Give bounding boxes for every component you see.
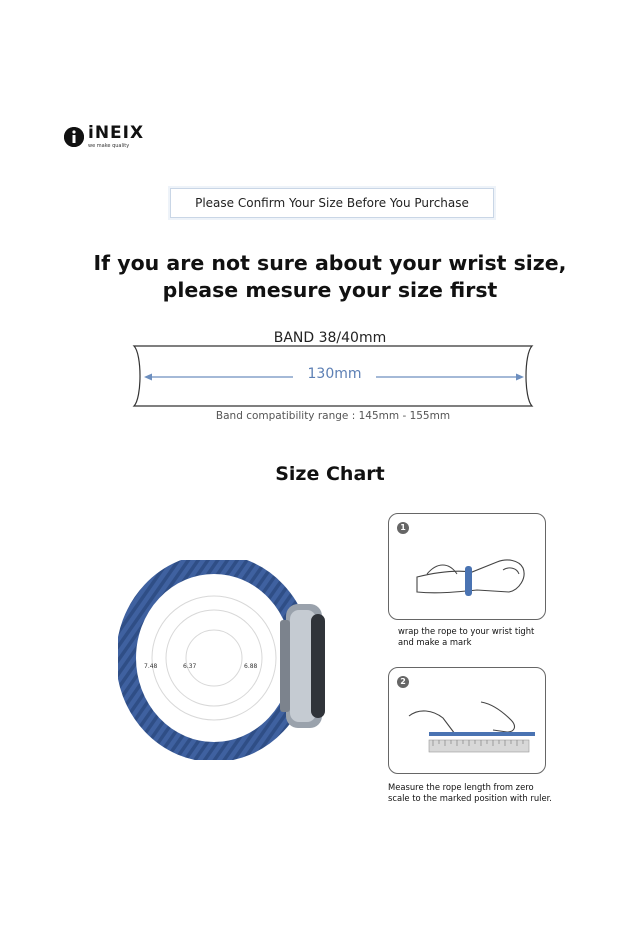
step-1-caption xyxy=(398,626,598,648)
watch-band-illustration xyxy=(118,560,333,760)
brand-name: iNEIX xyxy=(88,123,145,143)
step-2-caption xyxy=(388,782,618,804)
dial-value-2: 6.37 xyxy=(183,663,197,670)
brand-logo xyxy=(64,125,174,155)
step-1-card xyxy=(388,513,546,620)
band-size-label: BAND 38/40mm xyxy=(273,330,387,346)
step-2-card xyxy=(388,667,546,774)
wrist-wrap-icon xyxy=(407,532,537,612)
step-1-line-2: and make a mark xyxy=(398,637,472,647)
dial-value-3: 6.88 xyxy=(244,663,258,670)
band-diagram xyxy=(128,344,538,408)
band-length: 130mm xyxy=(307,366,362,382)
brand-tagline: we make quality xyxy=(88,143,130,149)
step-2-line-2: scale to the marked position with ruler. xyxy=(388,793,552,803)
band-compat-range: Band compatibility range : 145mm - 155mm xyxy=(215,410,451,422)
confirm-size-text: Please Confirm Your Size Before You Purchase xyxy=(195,196,469,210)
headline-line-2: please mesure your size first xyxy=(162,278,498,302)
step-2-line-1: Measure the rope length from zero xyxy=(388,782,534,792)
step-1-number: 1 xyxy=(397,522,409,534)
step-2-number: 2 xyxy=(397,676,409,688)
headline xyxy=(0,250,621,304)
step-1-line-1: wrap the rope to your wrist tight xyxy=(398,626,535,636)
confirm-size-banner xyxy=(170,188,494,218)
dial-value-1: 7.48 xyxy=(144,663,158,670)
ruler-measure-icon xyxy=(403,688,539,768)
headline-line-1: If you are not sure about your wrist size, xyxy=(93,251,567,275)
size-chart-title: Size Chart xyxy=(275,463,385,485)
brand-logo-icon xyxy=(64,127,84,147)
